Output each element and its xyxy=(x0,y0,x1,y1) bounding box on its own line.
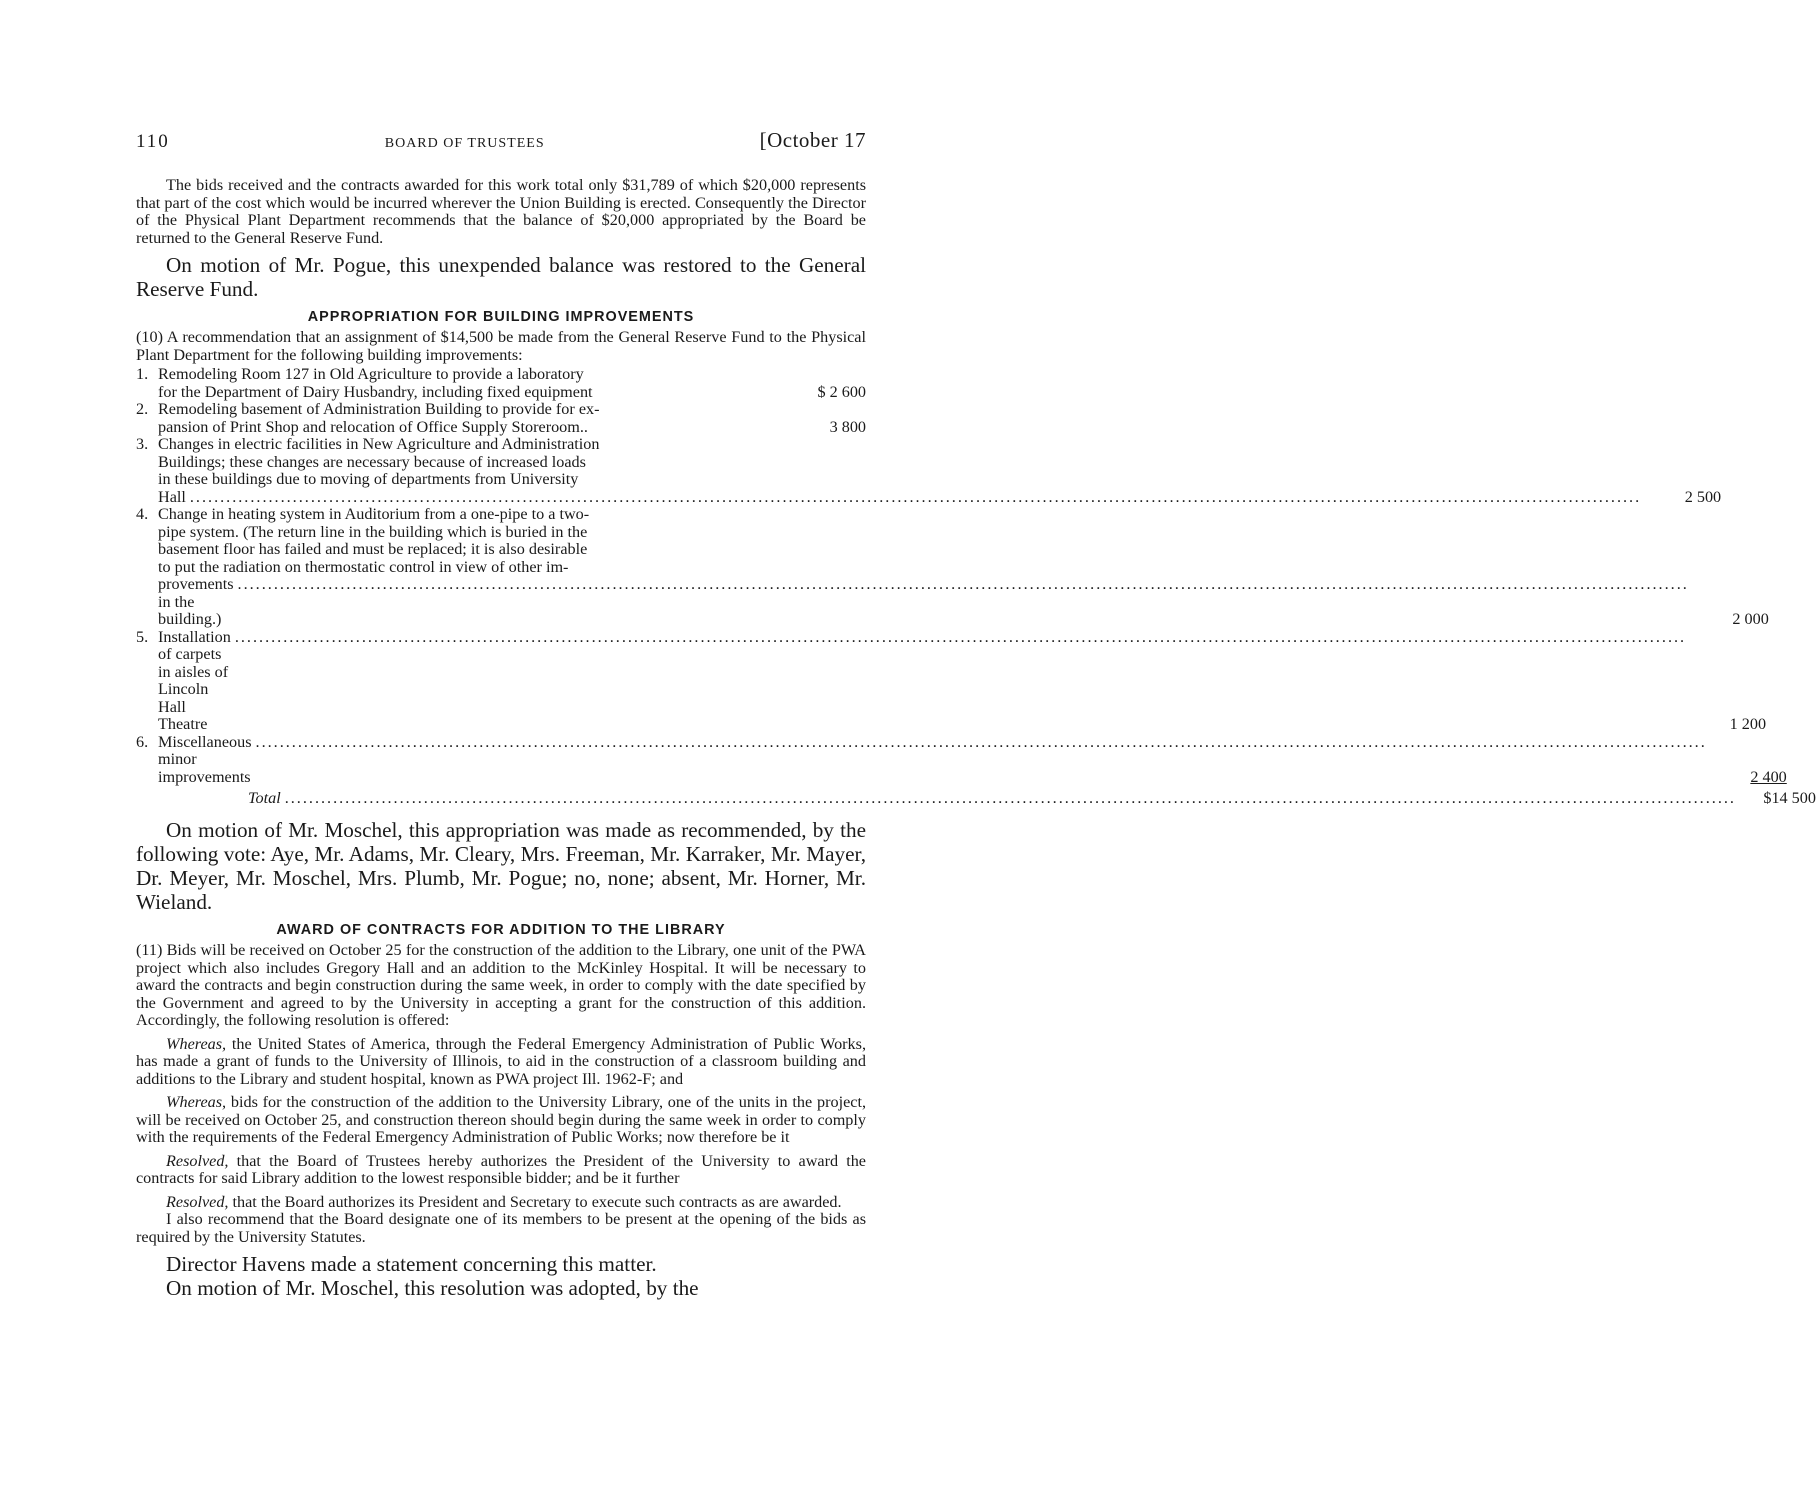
motion-pogue: On motion of Mr. Pogue, this unexpended balance was restored to the General Reserve Fund. xyxy=(136,253,866,301)
item-text: to put the radiation on thermostatic control in view of other im- xyxy=(158,557,569,576)
whereas-lead: Whereas, xyxy=(166,1093,227,1111)
item-amount: 2 500 xyxy=(1684,487,1722,506)
whereas-text: the United States of America, through the Federal Emergency Administration of Public Works, has made a grant of funds to the University of Illinois, to aid in the construction of a classroom building and additions to the Library and student hospital, known as PWA project Ill. 1962-F; and xyxy=(136,1034,866,1088)
item-number: 1. xyxy=(136,365,149,383)
heading-library-contracts: AWARD OF CONTRACTS FOR ADDITION TO THE LIBRARY xyxy=(276,922,726,938)
total-amount: $14 500 xyxy=(1763,789,1816,807)
item-amount: 3 800 xyxy=(829,417,866,436)
list-item xyxy=(136,401,866,436)
page-number: 110 xyxy=(136,131,170,152)
item-text: Installation of carpets in aisles of Lincoln Hall Theatre xyxy=(158,627,231,733)
whereas-text: bids for the construction of the addition to the University Library, one of the units in the project, will be received on October 25, and construction thereon should begin during the same week in order to comply with the requirements of the Federal Emergency Administration of Public Works; now therefore be it xyxy=(136,1093,866,1146)
list-item xyxy=(136,627,1767,734)
item-text: basement floor has failed and must be replaced; it is also desirable xyxy=(158,540,588,558)
item-text: Remodeling Room 127 in Old Agriculture to provide a laboratory xyxy=(158,365,584,383)
resolved-1 xyxy=(136,1153,866,1188)
resolved-lead: Resolved, xyxy=(166,1192,229,1211)
resolved-text: that the Board of Trustees hereby authorizes the President of the University to award the contracts for said Library addition to the lowest responsible bidder; and be it further xyxy=(136,1151,866,1187)
item-text: Hall xyxy=(158,487,186,506)
document-page xyxy=(136,128,1816,1300)
resolved-lead: Resolved, xyxy=(166,1151,229,1170)
leader-dots xyxy=(256,734,1707,752)
resolved-text: that the Board authorizes its President and Secretary to execute such contracts as are awarded. xyxy=(228,1192,842,1211)
total-label: Total xyxy=(248,789,281,807)
running-title: BOARD OF TRUSTEES xyxy=(384,136,545,151)
item-text: Buildings; these changes are necessary because of increased loads xyxy=(158,452,586,471)
item-amount: 2 000 xyxy=(1732,610,1769,628)
item-text: pipe system. (The return line in the building which is buried in the xyxy=(158,522,588,541)
list-item xyxy=(136,505,1769,629)
resolved-2 xyxy=(136,1194,866,1212)
paragraph-bids: The bids received and the contracts awarded for this work total only $31,789 of which $20,000 represents that part of the cost which would be incurred wherever the Union Building is erected. Consequently the Director of the Physical Plant Department recommends that the balance of $20,000 appropriated by the Board be returned to the General Reserve Fund. xyxy=(136,176,866,247)
list-item xyxy=(136,366,866,401)
list-item xyxy=(136,732,1787,787)
item-text: Changes in electric facilities in New Agriculture and Administration xyxy=(158,435,600,453)
item-text: provements in the building.) xyxy=(158,575,234,628)
item-number: 5. xyxy=(136,627,149,646)
whereas-lead: Whereas, xyxy=(166,1034,227,1053)
paragraph-10: (10) A recommendation that an assignment of $14,500 be made from the General Reserve Fund to the Physical Plant Department for the following building improvements: xyxy=(136,328,866,364)
item-number: 3. xyxy=(136,435,149,453)
motion-final: On motion of Mr. Moschel, this resolution was adopted, by the xyxy=(166,1276,699,1300)
whereas-2 xyxy=(136,1094,866,1147)
item-text: pansion of Print Shop and relocation of Office Supply Storeroom.. xyxy=(158,417,588,436)
whereas-1 xyxy=(136,1036,866,1089)
item-text: for the Department of Dairy Husbandry, including fixed equipment xyxy=(158,382,593,401)
item-text: Remodeling basement of Administration Building to provide for ex- xyxy=(158,400,600,418)
improvements-list xyxy=(136,365,1787,786)
paragraph-recommend: I also recommend that the Board designate one of its members to be present at the opening of the bids as required by the University Statutes. xyxy=(136,1210,866,1246)
heading-building-improvements: APPROPRIATION FOR BUILDING IMPROVEMENTS xyxy=(307,309,695,325)
running-head xyxy=(136,128,866,153)
running-date: [October 17 xyxy=(759,128,866,152)
motion-moschel-vote: On motion of Mr. Moschel, this appropriation was made as recommended, by the following vote: Aye, Mr. Adams, Mr. Cleary, Mrs. Freeman, Mr. Karraker, Mr. Mayer, Dr. Meyer, Mr. Moschel, Mrs. Plumb, Mr. Pogue; no, none; absent, Mr. Horner, Mr. Wieland. xyxy=(136,818,866,914)
paragraph-havens: Director Havens made a statement concerning this matter. xyxy=(166,1252,657,1276)
item-text: Change in heating system in Auditorium from a one-pipe to a two- xyxy=(158,505,590,523)
item-amount: 1 200 xyxy=(1729,715,1767,733)
item-amount: 2 400 xyxy=(1750,767,1787,786)
item-number: 2. xyxy=(136,400,149,418)
leader-dots xyxy=(238,576,1689,594)
list-item xyxy=(136,435,1722,506)
leader-dots xyxy=(235,629,1686,647)
item-amount: $ 2 600 xyxy=(817,382,866,401)
leader-dots xyxy=(285,788,1736,808)
item-text: in these buildings due to moving of departments from University xyxy=(158,470,579,488)
total-row xyxy=(136,788,1816,808)
item-number: 4. xyxy=(136,505,149,523)
leader-dots xyxy=(190,489,1641,507)
paragraph-11: (11) Bids will be received on October 25 for the construction of the addition to the Library, one unit of the PWA project which also includes Gregory Hall and an addition to the McKinley Hospital. It will be necessary to award the contracts and begin construction during the same week, in order to comply with the date specified by the Government and agreed to by the University in accepting a grant for the construction of this addition. Accordingly, the following resolution is offered: xyxy=(136,941,866,1029)
item-number: 6. xyxy=(136,732,149,751)
item-text: Miscellaneous minor improvements xyxy=(158,732,252,786)
